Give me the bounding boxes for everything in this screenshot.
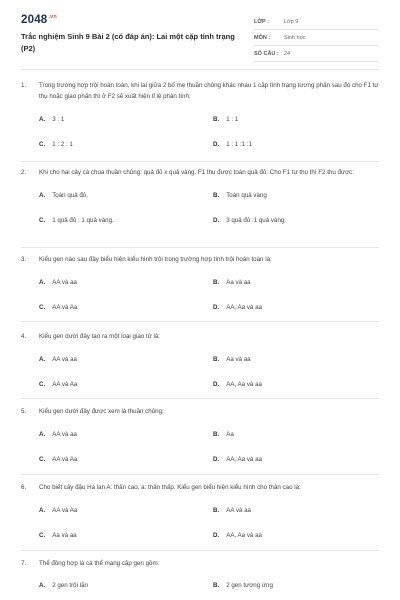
meta-row-class: [254, 14, 378, 30]
meta-value: 24: [284, 50, 291, 57]
option-letter: C.: [39, 217, 46, 224]
option-letter: D.: [213, 456, 220, 463]
option-text: AA, Aa và aa: [226, 532, 262, 539]
option-text: Aa và aa: [52, 532, 77, 539]
question-6: [21, 482, 379, 543]
option-text: AA, Aa và aa: [226, 456, 262, 463]
options-row: [21, 192, 379, 203]
options-row: [21, 356, 379, 367]
question-text: Kiểu gen dưới đây tạo ra một loại giao tử là:: [39, 333, 161, 340]
option-letter: B.: [213, 356, 220, 363]
option-a[interactable]: [39, 192, 88, 199]
option-text: Toàn quả đỏ.: [52, 192, 88, 199]
question-divider: [21, 161, 379, 162]
option-text: Aa và aa: [226, 356, 251, 363]
option-text: 1 : 1 :1 :1: [226, 141, 252, 148]
options-row: [21, 141, 379, 152]
meta-key: SỐ CÂU :: [254, 50, 279, 57]
option-letter: C.: [39, 304, 46, 311]
option-text: AA, Aa và aa: [226, 381, 262, 388]
question-text-row: [21, 558, 379, 569]
option-c[interactable]: [39, 532, 77, 539]
option-text: AA, Aa và aa: [226, 304, 262, 311]
option-d[interactable]: [213, 381, 262, 388]
options-row: [21, 431, 379, 442]
option-a[interactable]: [39, 356, 77, 363]
option-text: Aa và aa: [226, 279, 251, 286]
question-3: [21, 254, 379, 315]
options-row: [21, 116, 379, 127]
option-letter: D.: [213, 217, 220, 224]
option-letter: C.: [39, 532, 46, 539]
option-b[interactable]: [213, 582, 273, 589]
option-letter: D.: [213, 304, 220, 311]
option-a[interactable]: [39, 431, 77, 438]
option-text: AA và aa: [52, 356, 77, 363]
question-number: 5.: [21, 408, 27, 415]
meta-row-subject: [254, 30, 378, 46]
option-a[interactable]: [39, 279, 77, 286]
question-text: Cho biết cây đậu Hà lan A: thân cao, a: thân thấp. Kiểu gen biểu hiện kiểu hình cho thân cao là:: [39, 484, 301, 491]
option-text: 3 quả đỏ :1 quả vàng.: [226, 217, 287, 224]
option-b[interactable]: [213, 431, 234, 438]
option-text: 1 quả đỏ : 1 quả vàng.: [52, 217, 114, 224]
options-row: [21, 279, 379, 290]
option-letter: B.: [213, 279, 220, 286]
question-text: Khi cho hai cây cà chua thuần chủng: quả đỏ x quả vàng. F1 thu được toàn quả đỏ. Cho F1 tự thụ thì F2 thu được:: [39, 169, 354, 176]
question-text: Kiểu gen nào sau đây biểu hiện kiểu hình trội trong trường hợp tính trội hoàn toàn là:: [39, 256, 272, 263]
option-letter: D.: [213, 381, 220, 388]
meta-key: MÔN :: [254, 34, 271, 41]
option-text: AA và Aa: [52, 507, 78, 514]
option-text: AA và Aa: [52, 381, 78, 388]
meta-table: [254, 14, 378, 62]
option-d[interactable]: [213, 217, 286, 224]
option-a[interactable]: [39, 507, 77, 514]
options-row: [21, 217, 379, 228]
option-letter: D.: [213, 532, 220, 539]
meta-value: Lớp 9: [284, 18, 299, 25]
option-letter: B.: [213, 116, 220, 123]
question-divider: [21, 321, 379, 322]
option-text: AA và aa: [52, 279, 77, 286]
option-b[interactable]: [213, 116, 238, 123]
question-text: Kiểu gen dưới đây được xem là thuần chủng:: [39, 408, 164, 415]
option-letter: A.: [39, 116, 46, 123]
option-text: AA và Aa: [52, 456, 78, 463]
option-text: AA và aa: [52, 431, 77, 438]
option-d[interactable]: [213, 532, 262, 539]
question-number: 3.: [21, 256, 27, 263]
option-letter: B.: [213, 192, 220, 199]
option-c[interactable]: [39, 456, 77, 463]
option-b[interactable]: [213, 507, 251, 514]
option-text: 3 : 1: [52, 116, 65, 123]
option-letter: A.: [39, 507, 46, 514]
option-text: Aa: [226, 431, 234, 438]
option-a[interactable]: [39, 582, 88, 589]
meta-key: LỚP :: [254, 18, 269, 25]
question-divider: [21, 247, 379, 248]
option-b[interactable]: [213, 356, 251, 363]
question-text-row: [21, 406, 379, 417]
option-letter: A.: [39, 279, 46, 286]
option-text: 2 gen tương ứng: [226, 582, 273, 589]
question-divider: [21, 398, 379, 399]
option-letter: D.: [213, 141, 220, 148]
meta-value: Sinh học: [284, 34, 306, 41]
logo-text: 2048: [21, 14, 48, 26]
site-logo[interactable]: [21, 14, 57, 26]
option-letter: A.: [39, 356, 46, 363]
question-number: 6.: [21, 484, 27, 491]
option-c[interactable]: [39, 141, 73, 148]
question-text-row: [21, 167, 379, 178]
option-letter: A.: [39, 431, 46, 438]
question-number: 4.: [21, 333, 27, 340]
option-text: AA và Aa: [52, 304, 78, 311]
question-1: [21, 80, 379, 152]
question-2: [21, 167, 379, 228]
question-number: 1.: [21, 82, 27, 89]
option-letter: A.: [39, 192, 46, 199]
option-d[interactable]: [213, 141, 252, 148]
options-row: [21, 582, 379, 593]
options-row: [21, 381, 379, 392]
option-letter: C.: [39, 381, 46, 388]
option-letter: C.: [39, 456, 46, 463]
option-a[interactable]: [39, 116, 64, 123]
question-5: [21, 406, 379, 467]
question-7: [21, 558, 379, 593]
document-title: Trắc nghiệm Sinh 9 Bài 2 (có đáp án): Lai một cặp tính trạng (P2): [21, 32, 235, 53]
options-row: [21, 456, 379, 467]
question-number: 2.: [21, 169, 27, 176]
question-text-row: [21, 331, 379, 342]
option-text: Toàn quả vàng: [226, 192, 267, 199]
question-text-row: [21, 80, 379, 102]
question-text-row: [21, 254, 379, 265]
meta-row-count: [254, 46, 378, 62]
option-letter: C.: [39, 141, 46, 148]
option-letter: A.: [39, 582, 46, 589]
question-text-row: [21, 482, 379, 493]
option-d[interactable]: [213, 304, 262, 311]
question-text: Trong trường hợp trội hoàn toàn, khi lai giữa 2 bố mẹ thuần chủng khác nhau 1 cặp tính trạng tương phản sau đó cho F1 tự thụ hoặc giao phấn thì ở F2 sẽ xuất hiện tỉ lệ phân tính:: [39, 82, 379, 100]
option-letter: B.: [213, 582, 220, 589]
option-b[interactable]: [213, 192, 267, 199]
options-row: [21, 532, 379, 543]
options-row: [21, 507, 379, 518]
option-text: 1 : 2 : 1: [52, 141, 73, 148]
option-c[interactable]: [39, 217, 114, 224]
question-divider: [21, 550, 379, 551]
option-c[interactable]: [39, 304, 77, 311]
question-text: Thể đồng hợp là cá thể mang cặp gen gồm:: [39, 560, 160, 567]
option-letter: B.: [213, 507, 220, 514]
option-d[interactable]: [213, 456, 262, 463]
logo-domain: .vn: [48, 14, 57, 21]
option-text: AA và aa: [226, 507, 251, 514]
options-row: [21, 304, 379, 315]
option-c[interactable]: [39, 381, 77, 388]
question-number: 7.: [21, 560, 27, 567]
option-text: 1 : 1: [226, 116, 239, 123]
option-letter: B.: [213, 431, 220, 438]
question-4: [21, 331, 379, 392]
option-text: 2 gen trội lặn: [52, 582, 88, 589]
document-header: [0, 0, 400, 66]
option-b[interactable]: [213, 279, 251, 286]
header-divider: [21, 69, 379, 70]
question-divider: [21, 474, 379, 475]
